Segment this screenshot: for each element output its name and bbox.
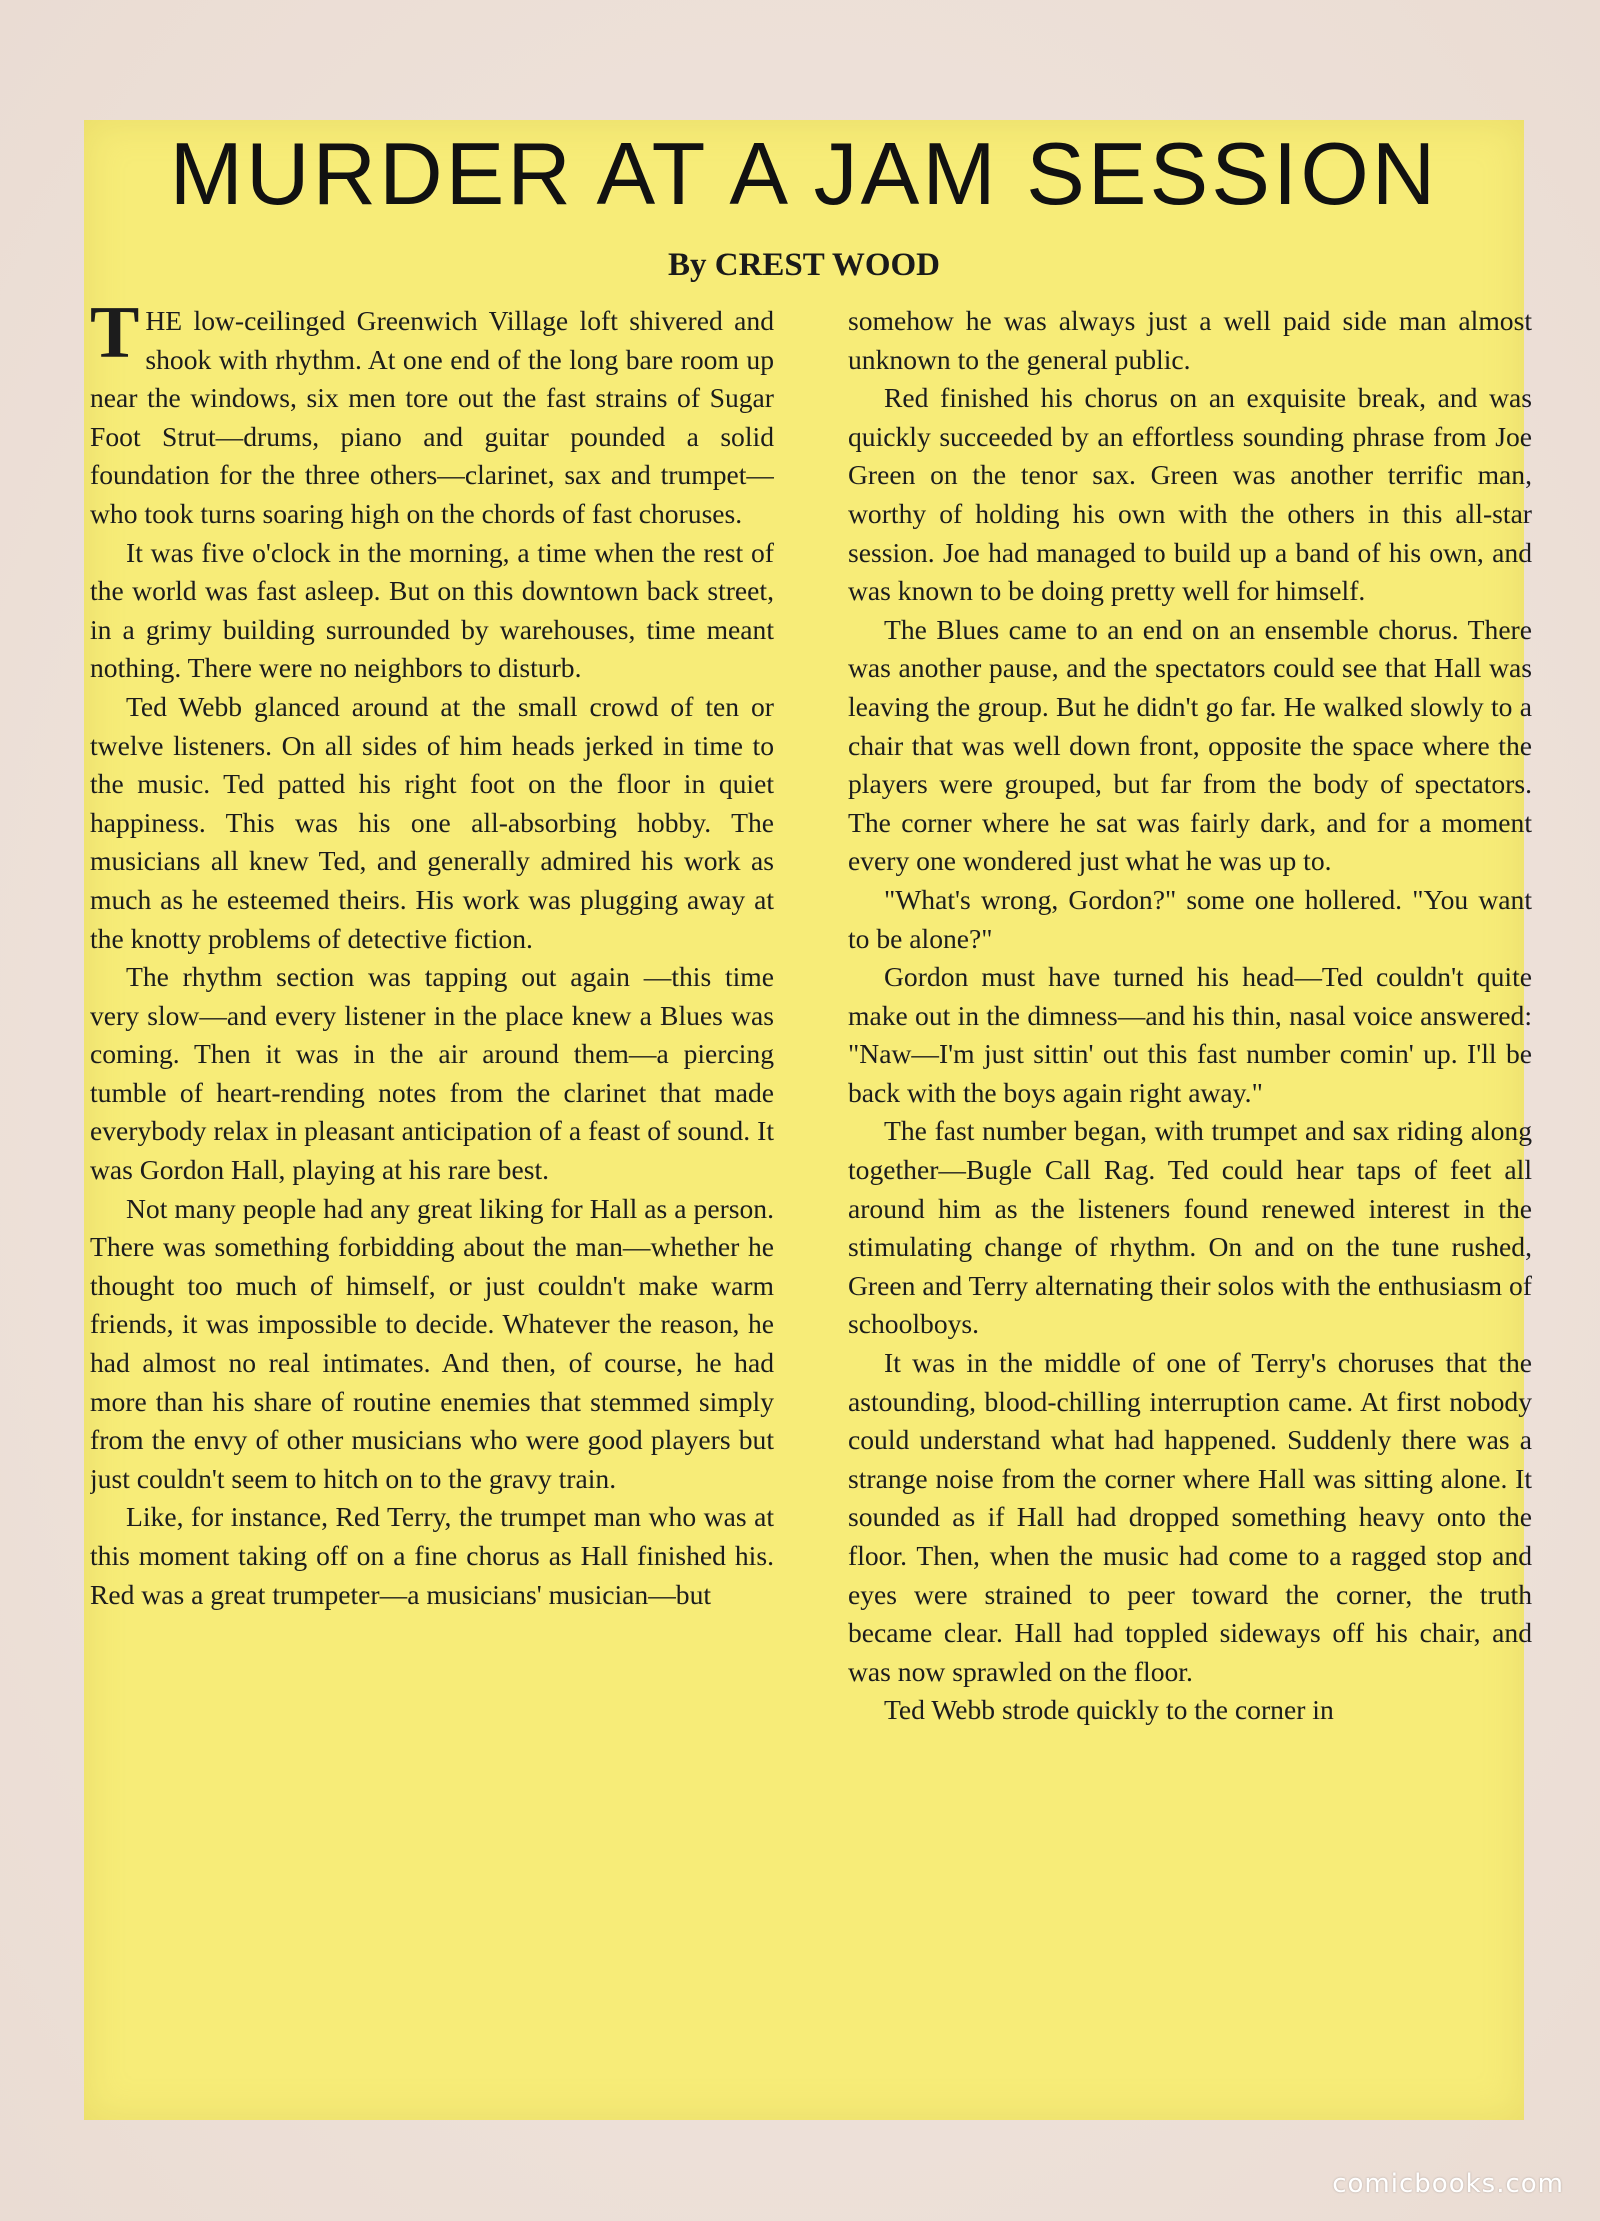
article-title: MURDER AT A JAM SESSION (169, 124, 1439, 223)
paragraph: The rhythm section was tapping out again —this time very slow—and every listener in the place knew a Blues was coming. Then it was in the air around them—a piercing tumble of heart-rending notes from the clarinet that made everybody relax in pleasant anticipation of a feast of sound. It was Gordon Hall, playing at his rare best. (90, 961, 774, 1186)
drop-cap: T (90, 302, 140, 374)
paragraph: It was in the middle of one of Terry's choruses that the astounding, blood-chilling interruption came. At first nobody could understand what had happened. Suddenly there was a strange noise from the corner where Hall was sitting alone. It sounded as if Hall had dropped something heavy onto the floor. Then, when the music had come to a ragged stop and eyes were strained to peer toward the corner, the truth became clear. Hall had toppled sideways off his chair, and was now sprawled on the floor. (848, 1347, 1532, 1687)
paragraph: Ted Webb strode quickly to the corner in (884, 1694, 1334, 1726)
paragraph: THE low-ceilinged Greenwich Village loft shivered and shook with rhythm. At one end of the long bare room up near the windows, six men tore out the fast strains of Sugar Foot Strut—drums, piano and guitar pounded a solid foundation for the three others—clarinet, sax and trumpet—who took turns soaring high on the chords of fast choruses. (90, 302, 774, 529)
paragraph: "What's wrong, Gordon?" some one hollered. "You want to be alone?" (848, 883, 1532, 954)
paragraph: Ted Webb glanced around at the small crowd of ten or twelve listeners. On all sides of him heads jerked in time to the music. Ted patted his right foot on the floor in quiet happiness. This was his one all-absorbing hobby. The musicians all knew Ted, and generally admired his work as much as he esteemed theirs. His work was plugging away at the knotty problems of detective fiction. (90, 690, 774, 954)
paragraph: Gordon must have turned his head—Ted couldn't quite make out in the dimness—and his thin, nasal voice answered: "Naw—I'm just sittin' out this fast number comin' up. I'll be back with the boys again right away." (848, 961, 1532, 1108)
watermark: comicbooks.com (1332, 2169, 1564, 2199)
paragraph: Like, for instance, Red Terry, the trumpet man who was at this moment taking off on a fine chorus as Hall finished his. Red was a great trumpeter—a musicians' musician—but (90, 1501, 774, 1610)
left-column (90, 302, 774, 2092)
paragraph: Red finished his chorus on an exquisite break, and was quickly succeeded by an effortless sounding phrase from Joe Green on the tenor sax. Green was another terrific man, worthy of holding his own with the others in this all-star session. Joe had managed to build up a band of his own, and was known to be doing pretty well for himself. (848, 382, 1532, 607)
paragraph: somehow he was always just a well paid side man almost unknown to the general public. (848, 305, 1532, 375)
paragraph: The fast number began, with trumpet and sax riding along together—Bugle Call Rag. Ted could hear taps of feet all around him as the listeners found renewed interest in the stimulating change of rhythm. On and on the tune rushed, Green and Terry alternating their solos with the enthusiasm of schoolboys. (848, 1115, 1532, 1340)
paragraph: The Blues came to an end on an ensemble chorus. There was another pause, and the spectators could see that Hall was leaving the group. But he didn't go far. He walked slowly to a chair that was well down front, opposite the space where the players were grouped, but far from the body of spectators. The corner where he sat was fairly dark, and for a moment every one wondered just what he was up to. (848, 613, 1532, 877)
article-byline: By CREST WOOD (667, 247, 941, 283)
paragraph: Not many people had any great liking for Hall as a person. There was something forbidding about the man—whether he thought too much of himself, or just couldn't make warm friends, it was impossible to decide. Whatever the reason, he had almost no real intimates. And then, of course, he had more than his share of routine enemies that stemmed simply from the envy of other musicians who were good players but just couldn't seem to hitch on to the gravy train. (90, 1192, 774, 1494)
paragraph: It was five o'clock in the morning, a time when the rest of the world was fast asleep. But on this downtown back street, in a grimy building surrounded by warehouses, time meant nothing. There were no neighbors to disturb. (90, 536, 774, 684)
right-column (848, 302, 1532, 2092)
